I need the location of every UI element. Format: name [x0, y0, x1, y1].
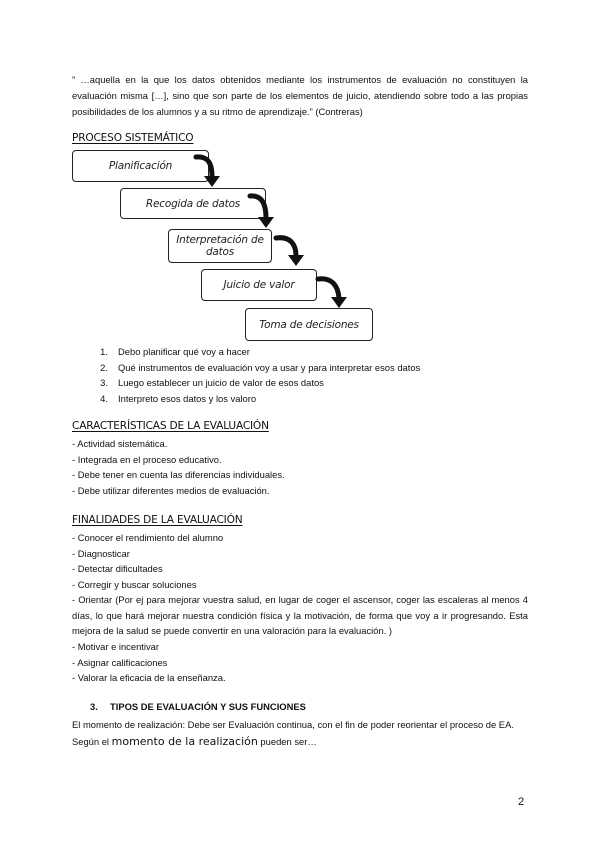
process-steps-list: [100, 344, 421, 406]
arrowhead-1: [204, 176, 220, 187]
process-arrows: [0, 0, 600, 360]
tipos-heading: TIPOS DE EVALUACIÓN Y SUS FUNCIONES: [110, 701, 306, 712]
caracteristicas-heading: CARACTERÍSTICAS DE LA EVALUACIÓN: [72, 420, 269, 432]
list-item: - Debe tener en cuenta las diferencias individuales.: [72, 469, 285, 480]
list-item: - Motivar e incentivar: [72, 641, 160, 652]
box-toma-decisiones: Toma de decisiones: [245, 308, 373, 341]
list-item: - Detectar dificultades: [72, 563, 163, 574]
item-text: Interpreto esos datos y los valoro: [118, 392, 257, 404]
list-item: - Integrada en el proceso educativo.: [72, 453, 222, 465]
list-item: [100, 344, 420, 360]
tipos-text-a: El momento de realización: Debe ser Evaluación continua, con el fin de poder reorientar el proceso de EA. Según el: [72, 719, 514, 747]
orientar-item: - Orientar (Por ej para mejorar vuestra salud, en lugar de coger el ascensor, coger las escaleras al menos 4 días, lo que hará mejorar nuestra condición física y la motivación, de forma que voy a ir progresando. Esta mejora de la salud se puede convertir en una valoración para la evaluación. ): [72, 594, 528, 637]
tipos-text-b: pueden ser…: [257, 736, 317, 747]
finalidades-list-top: [72, 530, 223, 592]
finalidades-list-bottom: [72, 639, 226, 686]
list-item: - Corregir y buscar soluciones: [72, 578, 197, 590]
list-item: [100, 391, 420, 407]
list-item: - Debe utilizar diferentes medios de evaluación.: [72, 484, 270, 496]
item-text: Debo planificar qué voy a hacer: [118, 346, 250, 357]
page-number: 2: [518, 796, 525, 808]
item-number: 4.: [100, 392, 108, 404]
arrowhead-4: [331, 297, 347, 308]
list-item: - Diagnosticar: [72, 547, 130, 559]
list-item: - Valorar la eficacia de la enseñanza.: [72, 672, 226, 683]
arrow-4: [318, 279, 339, 298]
tipos-paragraph: [72, 716, 528, 750]
arrowhead-2: [258, 217, 274, 228]
item-number: 1.: [100, 346, 108, 357]
arrow-2: [250, 196, 266, 218]
list-item: [100, 375, 420, 391]
arrowhead-3: [288, 255, 304, 266]
intro-quote: ” …aquella en la que los datos obtenidos mediante los instrumentos de evaluación no constituyen la evaluación misma […], sino que son parte de los elementos de juicio, atendiendo sobre todo a las propias posibilidades de los alumnos y a su ritmo de aprendizaje.” (Contreras): [72, 74, 528, 117]
list-item: - Actividad sistemática.: [72, 438, 168, 449]
arrow-3: [276, 238, 296, 256]
item-text: Luego establecer un juicio de valor de esos datos: [118, 377, 324, 388]
item-number: 3.: [100, 377, 108, 388]
box-recogida: Recogida de datos: [120, 188, 266, 219]
box-juicio: Juicio de valor: [201, 269, 317, 301]
box-planificacion: Planificación: [72, 150, 209, 182]
box-interpretacion: Interpretación de datos: [168, 229, 272, 263]
item-text: Qué instrumentos de evaluación voy a usar y para interpretar esos datos: [118, 361, 421, 373]
finalidades-heading: FINALIDADES DE LA EVALUACIÓN: [72, 514, 243, 526]
proceso-heading: PROCESO SISTEMÁTICO: [72, 132, 194, 144]
tipos-highlight: momento de la realización: [111, 735, 258, 748]
list-item: [100, 360, 421, 376]
list-item: - Conocer el rendimiento del alumno: [72, 532, 224, 543]
list-item: - Asignar calificaciones: [72, 656, 168, 668]
item-number: 2.: [100, 361, 108, 373]
tipos-number: 3.: [90, 701, 98, 712]
arrow-1: [196, 157, 212, 177]
caracteristicas-list: [72, 436, 285, 498]
